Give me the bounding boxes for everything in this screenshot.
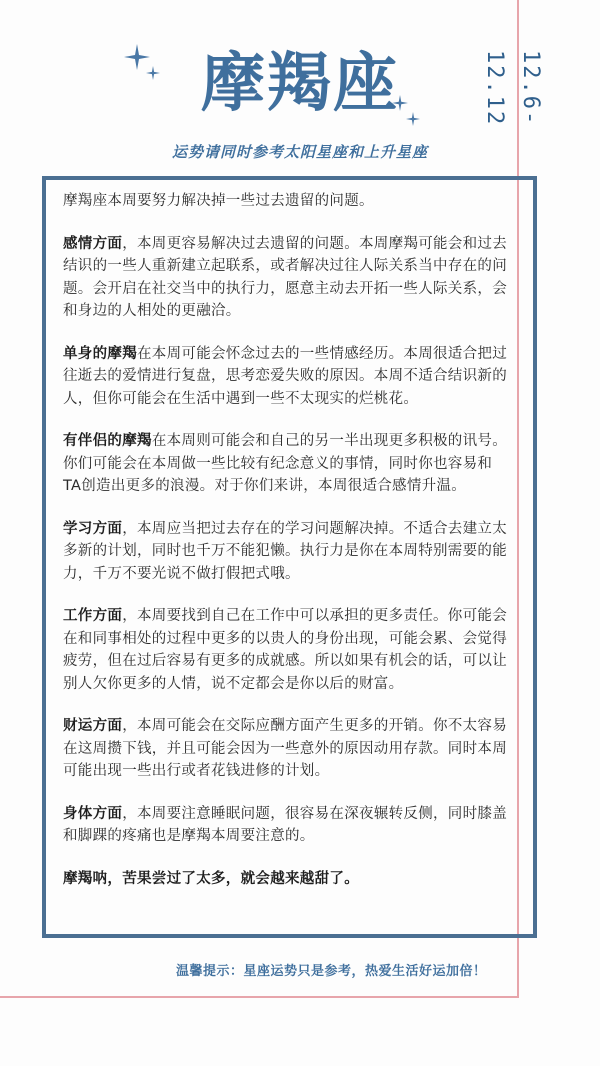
paragraph-text: 摩羯座本周要努力解决掉一些过去遗留的问题。	[63, 193, 374, 209]
paragraph-love	[63, 233, 508, 323]
date-range: 12.6-12.12	[482, 50, 543, 127]
footer-tip: 温馨提示：星座运势只是参考，热爱生活好运加倍！	[176, 964, 487, 979]
paragraph-text: 在本周则可能会和自己的另一半出现更多积极的讯号。你们可能会在本周做一些比较有纪念意义的事情，同时你也容易和TA创造出更多的浪漫。对于你们来讲，本周很适合感情升温。	[63, 433, 508, 494]
page-subtitle: 运势请同时参考太阳星座和上升星座	[171, 143, 428, 161]
paragraph-money	[63, 715, 508, 783]
paragraph-text: ，本周应当把过去存在的学习问题解决掉。不适合去建立太多新的计划，同时也千万不能犯懒。执行力是你在本周特别需要的能力，千万不要光说不做打假把式哦。	[63, 520, 508, 582]
paragraph-text: ，本周更容易解决过去遗留的问题。本周摩羯可能会和过去结识的一些人重新建立起联系，或者解决过往人际关系当中存在的问题。会开启在社交当中的执行力，愿意主动去开拓一些人际关系，会和身边的人相处的更融洽。	[63, 235, 508, 319]
paragraph-lead: 单身的摩羯	[63, 345, 137, 362]
page-title: 摩羯座	[201, 47, 399, 121]
paragraph-lead: 有伴侣的摩羯	[63, 433, 152, 449]
paragraph-lead: 身体方面	[63, 805, 123, 822]
paragraph-closing	[63, 868, 508, 891]
paragraph-intro	[63, 190, 508, 213]
paragraph-lead: 摩羯呐，苦果尝过了太多，就会越来越甜了。	[63, 870, 359, 887]
pink-horizontal-line	[0, 996, 519, 998]
paragraph-single	[63, 343, 508, 411]
paragraph-lead: 财运方面	[63, 718, 123, 734]
paragraph-text: ，本周要找到自己在工作中可以承担的更多责任。你可能会在和同事相处的过程中更多的以贵人的身份出现，可能会累、会觉得疲劳，但在过后容易有更多的成就感。所以如果有机会的话，可以让别人欠你更多的人情，说不定都会是你以后的财富。	[63, 608, 508, 692]
paragraph-lead: 学习方面	[63, 520, 123, 537]
paragraph-text: ，本周可能会在交际应酬方面产生更多的开销。你不太容易在这周攒下钱，并且可能会因为一些意外的原因动用存款。同时本周可能出现一些出行或者花钱进修的计划。	[63, 718, 508, 779]
paragraph-work	[63, 605, 508, 695]
paragraph-study	[63, 518, 508, 586]
paragraph-partnered	[63, 430, 508, 498]
paragraph-text: ，本周要注意睡眠问题，很容易在深夜辗转反侧，同时膝盖和脚踝的疼痛也是摩羯本周要注意的。	[63, 805, 508, 844]
horoscope-body	[63, 190, 508, 910]
paragraph-lead: 工作方面	[63, 608, 123, 624]
paragraph-lead: 感情方面	[63, 235, 123, 252]
paragraph-health	[63, 803, 508, 848]
paragraph-text: 在本周可能会怀念过去的一些情感经历。本周很适合把过往逝去的爱情进行复盘，思考恋爱失败的原因。本周不适合结识新的人，但你可能会在生活中遇到一些不太现实的烂桃花。	[63, 345, 507, 407]
